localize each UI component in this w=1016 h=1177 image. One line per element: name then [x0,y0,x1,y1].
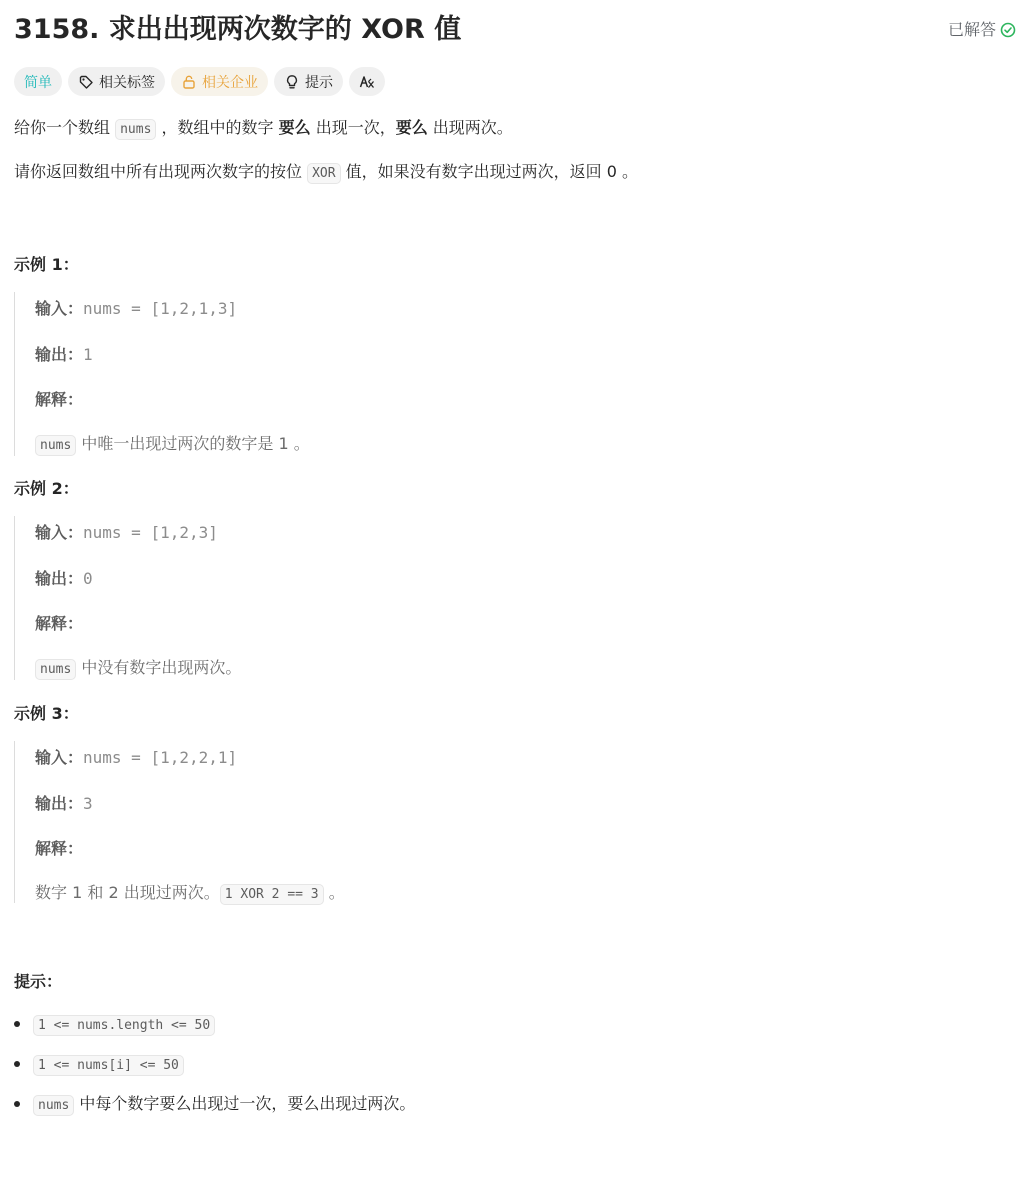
example-2-explain-label [35,611,83,634]
explain-text: 中唯一出现过两次的数字是 1 。 [76,434,310,453]
example-1-explanation [35,431,310,454]
translate-icon [359,74,375,90]
inline-code: nums [35,659,76,680]
example-1-block [14,292,955,456]
constraint-text: 中每个数字要么出现过一次，要么出现过两次。 [74,1094,416,1113]
example-2-input [35,520,218,543]
example-3-output [35,791,93,814]
input-value: nums = [1,2,2,1] [83,748,238,767]
related-tags-label: 相关标签 [99,74,155,91]
bold-text: 要么 [395,118,428,137]
output-value: 0 [83,569,93,588]
title-row [14,10,1016,50]
hint-label: 提示 [305,74,333,91]
example-2-block [14,516,955,680]
related-companies-label: 相关企业 [202,74,258,91]
desc-text: 出现一次， [310,118,396,137]
example-2-heading: 示例 2： [14,479,79,498]
check-circle-icon [1000,22,1016,38]
desc-text: ，数组中的数字 [156,118,279,137]
problem-title[interactable]: 3158. 求出出现两次数字的 XOR 值 [14,14,462,45]
difficulty-badge[interactable] [14,67,62,96]
example-1-input [35,296,237,319]
description-paragraph-2 [14,159,638,187]
inline-code: nums [115,119,156,140]
input-label: 输入： [35,748,84,767]
constraints-heading: 提示： [14,972,63,991]
lightbulb-icon [284,74,300,90]
output-label: 输出： [35,794,84,813]
solved-status [948,16,1016,44]
desc-text: 请你返回数组中所有出现两次数字的按位 [14,162,308,181]
explain-text: 中没有数字出现两次。 [76,658,242,677]
inline-code: nums [35,435,76,456]
example-3-heading: 示例 3： [14,704,79,723]
example-2-output [35,566,93,589]
translate-button[interactable] [349,67,385,96]
inline-code: nums [33,1095,74,1116]
tag-icon [78,74,94,90]
hint-button[interactable] [274,67,343,96]
explain-label: 解释： [35,390,84,409]
inline-code: XOR [307,163,340,184]
example-3-block [14,741,955,903]
output-label: 输出： [35,345,84,364]
input-value: nums = [1,2,1,3] [83,299,238,318]
example-3-explain-label [35,836,83,859]
example-3-input [35,745,237,768]
input-label: 输入： [35,523,84,542]
desc-text: 给你一个数组 [14,118,116,137]
output-value: 3 [83,794,93,813]
explain-label: 解释： [35,614,84,633]
input-label: 输入： [35,299,84,318]
inline-code: 1 XOR 2 == 3 [220,884,324,905]
constraints-list [14,1010,415,1130]
inline-code: 1 <= nums[i] <= 50 [33,1055,184,1076]
example-1-heading: 示例 1： [14,255,79,274]
related-tags-button[interactable] [68,67,165,96]
bold-text: 要么 [278,118,311,137]
lock-icon [181,74,197,90]
explain-label: 解释： [35,839,84,858]
explain-text: 数字 1 和 2 出现过两次。 [35,883,220,902]
desc-text: 出现两次。 [427,118,513,137]
output-value: 1 [83,345,93,364]
example-3-explanation [35,880,345,903]
explain-text: 。 [323,883,345,902]
tag-bar [14,67,385,96]
input-value: nums = [1,2,3] [83,523,218,542]
list-item [14,1050,415,1090]
example-2-explanation [35,655,241,678]
list-item [14,1090,415,1130]
solved-label: 已解答 [947,20,996,39]
related-companies-button[interactable] [171,67,268,96]
inline-code: 1 <= nums.length <= 50 [33,1015,215,1036]
difficulty-label: 简单 [24,74,52,91]
desc-text: 值，如果没有数字出现过两次，返回 0 。 [340,162,639,181]
list-item [14,1010,415,1050]
example-1-output [35,342,93,365]
description-paragraph-1 [14,115,513,143]
example-1-explain-label [35,387,83,410]
output-label: 输出： [35,569,84,588]
